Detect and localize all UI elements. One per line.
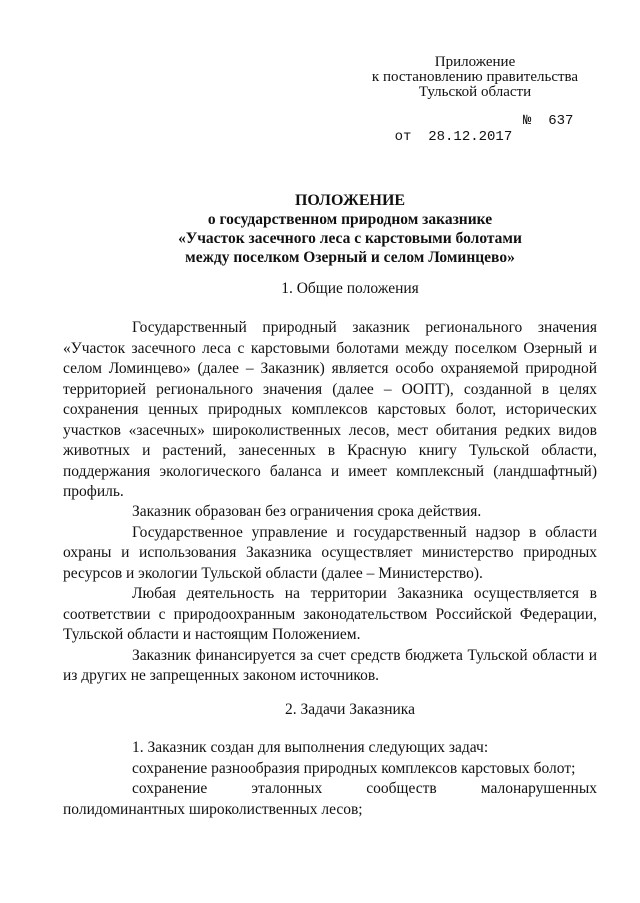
paragraph: Заказник финансируется за счет средств бюджета Тульской области и из других не запрещенных законом источников. [63, 646, 597, 684]
section-heading-general: 1. Общие положения [281, 280, 419, 297]
appendix-line: Приложение [434, 54, 516, 70]
appendix-block [340, 55, 610, 100]
section-general-body [63, 318, 597, 503]
title-line: между поселком Озерный и селом Ломинцево» [185, 249, 515, 266]
section-tasks-body [63, 738, 597, 820]
resolution-number: № 637 [523, 113, 574, 129]
resolution-date: от 28.12.2017 [394, 129, 513, 145]
section-general-body-rest [63, 502, 597, 687]
paragraph: Заказник образован без ограничения срока действия. [132, 503, 482, 520]
appendix-line: Тульской области [418, 84, 532, 100]
title-main: ПОЛОЖЕНИЕ [294, 192, 406, 209]
paragraph: Любая деятельность на территории Заказника осуществляется в соответствии с природоохранным законодательством Российской Федерации, Тульской области и настоящим Положением. [63, 585, 597, 643]
paragraph: сохранение эталонных сообществ малонарушенных полидоминантных широколиственных лесов; [63, 780, 597, 818]
paragraph: Государственное управление и государственный надзор в области охраны и использования Заказника осуществляет министерство природных ресурсов и экологии Тульской области (далее – Министерство). [63, 523, 597, 582]
date-number-line [361, 113, 574, 177]
appendix-line: к постановлению правительства [371, 69, 579, 85]
title-line: о государственном природном заказнике [207, 211, 493, 228]
section-heading-tasks: 2. Задачи Заказника [285, 701, 415, 718]
paragraph: сохранение разнообразия природных комплексов карстовых болот; [132, 759, 576, 777]
paragraph: Государственный природный заказник регионального значения «Участок засечного леса с карстовыми болотами между поселком Озерный и селом Ломинцево» (далее – Заказник) является особо охраняемой природной территорией регионального значения (далее – ООПТ), созданной в целях сохранения ценных природных комплексов карстовых болот, исторических участков «засечных» широколиственных лесов, мест обитания редких видов животных и растений, занесенных в Красную книгу Тульской области, поддержания экологического баланса и имеет комплексный (ландшафтный) профиль. [63, 319, 597, 500]
document-title [60, 191, 640, 267]
title-line: «Участок засечного леса с карстовыми болотами [178, 230, 522, 247]
paragraph: 1. Заказник создан для выполнения следующих задач: [132, 739, 489, 756]
